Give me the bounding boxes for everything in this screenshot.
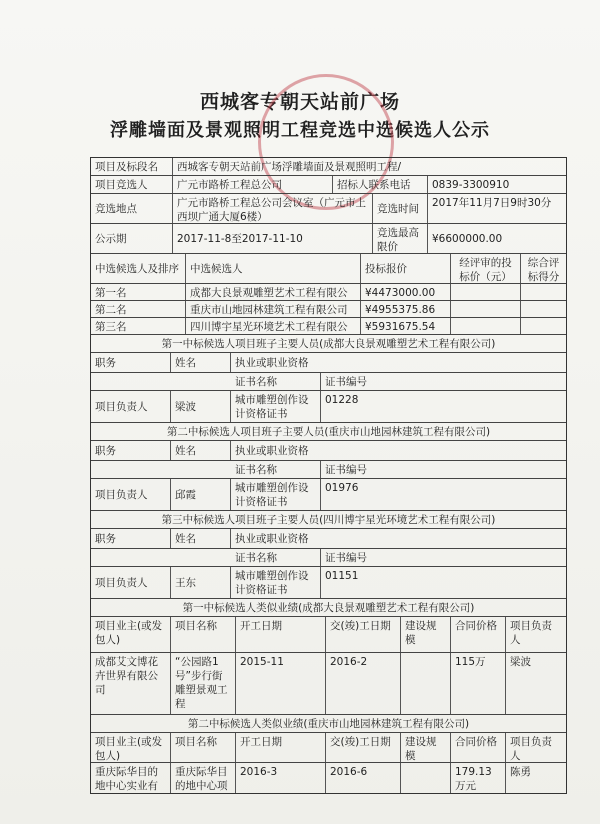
candidate-name: 成都大良景观雕塑艺术工程有限公 (186, 284, 361, 300)
performance-leader-header: 项目负责人 (510, 620, 552, 646)
staff-cert-no-header: 证书编号 (325, 552, 367, 564)
contact-label: 招标人联系电话 (333, 176, 428, 193)
time-value: 2017年11月7日9时30分 (432, 197, 552, 209)
staff-role: 项目负责人 (91, 391, 171, 422)
project-name-label: 项目及标段名 (91, 158, 173, 175)
staff-role: 项目负责人 (91, 567, 171, 598)
staff-person: 邱霞 (171, 479, 231, 510)
performance-price-header: 合同价格 (451, 617, 506, 652)
announcement-table (90, 157, 567, 794)
performance-scale-header: 建设规模 (401, 733, 451, 762)
staff-section-title: 第一中标候选人项目班子主要人员(成都大良景观雕塑艺术工程有限公司) (161, 338, 496, 350)
candidate-evaluated-price (451, 284, 521, 300)
performance-owner-header: 项目业主(或发包人) (91, 617, 171, 652)
staff-section-title: 第三中标候选人项目班子主要人员(四川博宇星光环境艺术工程有限公司) (161, 514, 496, 526)
staff-cert-number: 01228 (325, 394, 359, 406)
candidate-price: ¥4473000.00 (361, 284, 451, 300)
staff-name-header: 姓名 (171, 441, 231, 460)
document-title-line2: 浮雕墙面及景观照明工程竞选中选候选人公示 (110, 120, 490, 141)
candidate-score (521, 318, 566, 334)
header-price: 投标报价 (361, 254, 451, 283)
header-candidate: 中选候选人 (186, 254, 361, 283)
time-label: 竞选时间 (373, 194, 428, 223)
candidate-price: ¥4955375.86 (361, 301, 451, 317)
candidate-evaluated-price (451, 318, 521, 334)
candidate-name: 重庆市山地园林建筑工程有限公司 (186, 301, 361, 317)
staff-section-title: 第二中标候选人项目班子主要人员(重庆市山地园林建筑工程有限公司) (166, 426, 491, 438)
performance-project: “公园路1号”步行街雕塑景观工程 (171, 653, 236, 714)
performance-end: 2016-6 (326, 763, 401, 793)
bidder-value: 广元市路桥工程总公司 (173, 176, 333, 193)
candidate-price: ¥5931675.54 (361, 318, 451, 334)
performance-price: 115万 (451, 653, 506, 714)
staff-qualification-header: 执业或职业资格 (235, 444, 309, 457)
contact-value: 0839-3300910 (432, 179, 510, 191)
period-label: 公示期 (91, 224, 173, 253)
performance-scale (401, 653, 451, 714)
performance-start: 2015-11 (236, 653, 326, 714)
staff-cert: 城市雕塑创作设计资格证书 (231, 391, 321, 422)
project-name-value: 西城客专朝天站前广场浮雕墙面及景观照明工程/ (177, 161, 402, 173)
header-evaluated-price: 经评审的投标价（元） (451, 254, 521, 283)
candidate-rank: 第三名 (91, 318, 186, 334)
candidate-score (521, 301, 566, 317)
staff-name-header: 姓名 (171, 353, 231, 372)
header-score: 综合评标得分 (527, 257, 560, 283)
staff-cert-name-header: 证书名称 (231, 461, 321, 478)
candidate-rank: 第二名 (91, 301, 186, 317)
candidate-evaluated-price (451, 301, 521, 317)
performance-start-header: 开工日期 (236, 617, 326, 652)
performance-scale (401, 763, 451, 793)
document-title-line1: 西城客专朝天站前广场 (199, 91, 400, 113)
staff-qualification-header: 执业或职业资格 (235, 532, 309, 545)
candidate-score (521, 284, 566, 300)
performance-price-header: 合同价格 (451, 733, 506, 762)
candidate-rank: 第一名 (91, 284, 186, 300)
header-rank: 中选候选人及排序 (91, 254, 186, 283)
performance-end-header: 交(竣)工日期 (326, 617, 401, 652)
max-price-label: 竞选最高限价 (373, 224, 428, 253)
performance-owner: 成都艾文博花卉世界有限公司 (91, 653, 171, 714)
performance-start-header: 开工日期 (236, 733, 326, 762)
performance-section-title: 第二中标候选人类似业绩(重庆市山地园林建筑工程有限公司) (187, 718, 470, 730)
performance-section-title: 第一中标候选人类似业绩(成都大良景观雕塑艺术工程有限公司) (182, 602, 475, 614)
performance-end-header: 交(竣)工日期 (326, 733, 401, 762)
performance-project: 重庆际华目的地中心项 (171, 763, 236, 793)
staff-duty-header: 职务 (91, 353, 171, 372)
performance-project-header: 项目名称 (171, 733, 236, 762)
performance-owner-header: 项目业主(或发包人) (91, 733, 171, 762)
staff-duty-header: 职务 (91, 441, 171, 460)
performance-leader-header: 项目负责人 (510, 736, 552, 762)
staff-cert-number: 01976 (325, 482, 359, 494)
staff-person: 梁波 (171, 391, 231, 422)
performance-project-header: 项目名称 (171, 617, 236, 652)
performance-leader: 陈勇 (510, 766, 531, 778)
staff-cert-no-header: 证书编号 (325, 464, 367, 476)
staff-cert: 城市雕塑创作设计资格证书 (231, 479, 321, 510)
candidate-name: 四川博宇星光环境艺术工程有限公 (186, 318, 361, 334)
performance-scale-header: 建设规模 (401, 617, 451, 652)
performance-end: 2016-2 (326, 653, 401, 714)
staff-name-header: 姓名 (171, 529, 231, 548)
performance-leader: 梁波 (510, 656, 531, 668)
staff-cert-name-header: 证书名称 (231, 549, 321, 566)
staff-person: 王东 (171, 567, 231, 598)
performance-price: 179.13万元 (451, 763, 506, 793)
period-value: 2017-11-8至2017-11-10 (173, 224, 373, 253)
location-value: 广元市路桥工程总公司会议室（广元市上西坝广通大厦6楼） (173, 194, 373, 223)
staff-cert: 城市雕塑创作设计资格证书 (231, 567, 321, 598)
staff-cert-no-header: 证书编号 (325, 376, 367, 388)
performance-start: 2016-3 (236, 763, 326, 793)
max-price-value: ¥6600000.00 (432, 232, 503, 245)
staff-cert-number: 01151 (325, 570, 359, 582)
bidder-label: 项目竞选人 (91, 176, 173, 193)
staff-role: 项目负责人 (91, 479, 171, 510)
staff-qualification-header: 执业或职业资格 (235, 356, 309, 369)
staff-cert-name-header: 证书名称 (231, 373, 321, 390)
performance-owner: 重庆际华目的地中心实业有 (91, 763, 171, 793)
location-label: 竞选地点 (91, 194, 173, 223)
staff-duty-header: 职务 (91, 529, 171, 548)
